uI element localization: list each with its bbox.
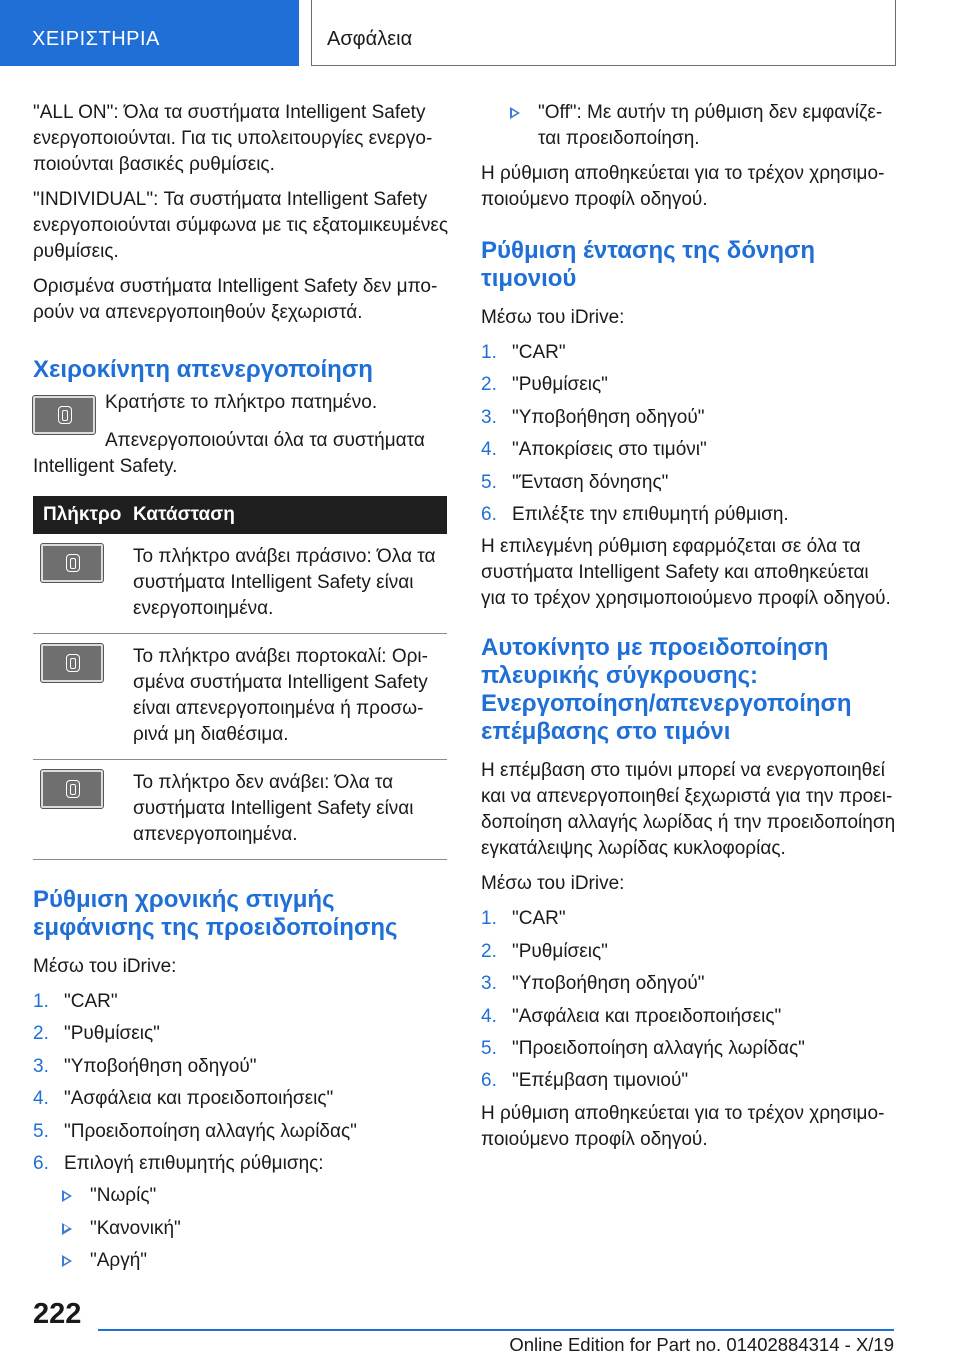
list-item — [33, 1151, 449, 1177]
option-text: "Αργή" — [90, 1250, 148, 1272]
edition-text: Online Edition for Part no. 01402884314 - X/19 — [509, 1334, 894, 1355]
table-header — [33, 496, 447, 534]
applied-text: Η επιλεγμένη ρύθμιση εφαρμόζεται σε όλα τα συστήματα Intelligent Safety και αποθηκεύεται για το τρέχον χρησιμοποιούμενο προφίλ οδηγού. — [481, 536, 891, 610]
list-item — [481, 939, 897, 965]
step-number: 5. — [481, 1037, 497, 1059]
manual-press-text: Κρατήστε το πλήκτρο πατημένο. — [105, 392, 378, 413]
list-item — [481, 971, 897, 997]
heading-vibration-intensity: Ρύθμιση έντασης της δόνηση τιμονιού — [481, 237, 816, 292]
list-item — [33, 1183, 449, 1209]
right-column — [481, 100, 897, 1162]
step-number: 1. — [33, 991, 49, 1012]
list-item — [481, 100, 897, 152]
intervention-steps-list — [481, 906, 897, 1094]
intelligent-safety-button-icon — [41, 544, 103, 582]
step-number: 5. — [481, 471, 497, 493]
intelligent-safety-button-icon — [33, 396, 95, 434]
list-item — [481, 470, 897, 496]
list-item — [33, 989, 449, 1015]
step-text: Επιλογή επιθυμητής ρύθμισης: — [64, 1152, 324, 1174]
step-number: 2. — [481, 940, 497, 962]
option-text: "Νωρίς" — [90, 1185, 157, 1207]
heading-warning-timing: Ρύθμιση χρονικής στιγμής εμφάνισης της προειδοποίησης — [33, 886, 398, 941]
step-number: 1. — [481, 342, 497, 363]
intervention-text: Η επέμβαση στο τιμόνι μπορεί να ενεργοποιηθεί και να απενεργοποιηθεί ξεχωριστά για την προειδοποίηση αλλαγής λωρίδας ή την προειδοποίηση εγκατάλειψης λωρίδας κυκλοφορίας. — [481, 760, 896, 860]
table-cell-status: Το πλήκτρο δεν ανάβει: Όλα τα συστήματα Intelligent Safety είναι απενεργοποιημένα. — [133, 772, 414, 845]
paragraph-individual: "INDIVIDUAL": Τα συστήματα Intelligent Safety ενεργοποιούνται σύμφωνα με τις εξατομικευμένες ρυθμίσεις. — [33, 189, 449, 262]
off-option-list — [481, 100, 897, 152]
option-text: "Off": Με αυτήν τη ρύθμιση δεν εμφανίζεται προειδοποίηση. — [538, 102, 883, 149]
shield-icon — [58, 406, 72, 424]
via-idrive-text: Μέσω του iDrive: — [33, 956, 177, 977]
step-text: "Προειδοποίηση αλλαγής λωρίδας" — [512, 1037, 805, 1059]
step-number: 2. — [481, 374, 497, 396]
triangle-bullet-icon — [62, 1190, 72, 1202]
status-table — [33, 496, 447, 860]
step-number: 3. — [481, 406, 497, 428]
list-item — [33, 1021, 449, 1047]
triangle-bullet-icon — [62, 1223, 72, 1235]
left-column — [33, 100, 449, 1281]
via-idrive-text: Μέσω του iDrive: — [481, 873, 625, 895]
list-item — [481, 372, 897, 398]
step-text: "Ρυθμίσεις" — [64, 1023, 160, 1045]
step-text: "CAR" — [512, 342, 566, 363]
shield-icon — [66, 654, 80, 672]
page-number: 222 — [33, 1298, 82, 1330]
intelligent-safety-button-icon — [41, 644, 103, 682]
shield-icon — [66, 554, 80, 572]
step-text: "Επέμβαση τιμονιού" — [512, 1070, 689, 1092]
chapter-title: ΧΕΙΡΙΣΤΗΡΙΑ — [32, 28, 160, 50]
step-number: 4. — [33, 1088, 49, 1110]
step-number: 5. — [33, 1120, 49, 1142]
triangle-bullet-icon — [62, 1255, 72, 1267]
list-item — [481, 340, 897, 366]
heading-steering-intervention: Αυτοκίνητο με προειδοποίηση πλευρικής σύγκρουσης: Ενεργοποίηση/απενεργοποίηση επέμβασης στο τιμόνι — [481, 634, 852, 746]
table-row — [33, 760, 447, 860]
table-header-status: Κατάσταση — [133, 504, 235, 525]
step-text: "Ασφάλεια και προειδοποιήσεις" — [64, 1088, 334, 1110]
step-text: "Υποβοήθηση οδηγού" — [512, 406, 705, 428]
step-text: "Ρυθμίσεις" — [512, 374, 608, 396]
list-item — [33, 1086, 449, 1112]
list-item — [481, 906, 897, 932]
step-text: "CAR" — [64, 991, 118, 1012]
step-text: "CAR" — [512, 908, 566, 930]
list-item — [481, 1036, 897, 1062]
footer-divider — [98, 1329, 894, 1331]
step-number: 4. — [481, 439, 497, 461]
step-number: 2. — [33, 1023, 49, 1045]
table-header-key: Πλήκτρο — [43, 504, 122, 525]
step-number: 1. — [481, 908, 497, 930]
timing-options-list — [33, 1183, 449, 1274]
table-row — [33, 634, 447, 760]
triangle-bullet-icon — [510, 107, 520, 119]
saved-profile-text: Η ρύθμιση αποθηκεύεται για το τρέχον χρησιμοποιούμενο προφίλ οδηγού. — [481, 163, 885, 210]
step-text: "Ρυθμίσεις" — [512, 940, 608, 962]
table-cell-status: Το πλήκτρο ανάβει πορτοκαλί: Ορισμένα συστήματα Intelligent Safety είναι απενεργοποιημένα ή προσωρινά μη διαθέσιμα. — [133, 646, 428, 745]
list-item — [33, 1054, 449, 1080]
intelligent-safety-button-icon — [41, 770, 103, 808]
heading-manual-deactivation: Χειροκίνητη απενεργοποίηση — [33, 356, 373, 383]
shield-icon — [66, 780, 80, 798]
step-number: 3. — [33, 1055, 49, 1077]
section-title: Ασφάλεια — [327, 28, 413, 50]
list-item — [481, 437, 897, 463]
step-text: Επιλέξτε την επιθυμητή ρύθμιση. — [512, 503, 789, 525]
step-number: 4. — [481, 1005, 497, 1027]
step-text: "Υποβοήθηση οδηγού" — [64, 1055, 257, 1077]
table-row — [33, 534, 447, 634]
list-item — [481, 1068, 897, 1094]
list-item — [481, 502, 897, 528]
list-item — [33, 1119, 449, 1145]
list-item — [33, 1216, 449, 1242]
list-item — [481, 1004, 897, 1030]
step-text: "Ένταση δόνησης" — [512, 471, 669, 493]
step-text: "Προειδοποίηση αλλαγής λωρίδας" — [64, 1120, 357, 1142]
option-text: "Κανονική" — [90, 1217, 181, 1239]
section-header — [311, 0, 896, 66]
chapter-tab — [0, 0, 299, 66]
saved-profile-text: Η ρύθμιση αποθηκεύεται για το τρέχον χρησιμοποιούμενο προφίλ οδηγού. — [481, 1102, 885, 1150]
step-number: 3. — [481, 973, 497, 995]
manual-result-text: Απενεργοποιούνται όλα τα συστήματα Intelligent Safety. — [33, 430, 425, 477]
step-text: "Αποκρίσεις στο τιμόνι" — [512, 439, 707, 461]
step-text: "Υποβοήθηση οδηγού" — [512, 973, 705, 995]
timing-steps-list — [33, 989, 449, 1177]
list-item — [33, 1248, 449, 1274]
paragraph-all-on: "ALL ON": Όλα τα συστήματα Intelligent Safety ενεργοποιούνται. Για τις υπολειτουργίες ενεργοποιούνται βασικές ρυθμίσεις. — [33, 102, 433, 175]
vibration-steps-list — [481, 340, 897, 528]
step-text: "Ασφάλεια και προειδοποιήσεις" — [512, 1005, 782, 1027]
paragraph-some-systems: Ορισμένα συστήματα Intelligent Safety δεν μπορούν να απενεργοποιηθούν ξεχωριστά. — [33, 276, 438, 323]
table-cell-status: Το πλήκτρο ανάβει πράσινο: Όλα τα συστήματα Intelligent Safety είναι ενεργοποιημένα. — [133, 546, 436, 619]
step-number: 6. — [481, 1070, 497, 1092]
list-item — [481, 405, 897, 431]
step-number: 6. — [33, 1152, 49, 1174]
via-idrive-text: Μέσω του iDrive: — [481, 307, 625, 328]
step-number: 6. — [481, 503, 497, 525]
